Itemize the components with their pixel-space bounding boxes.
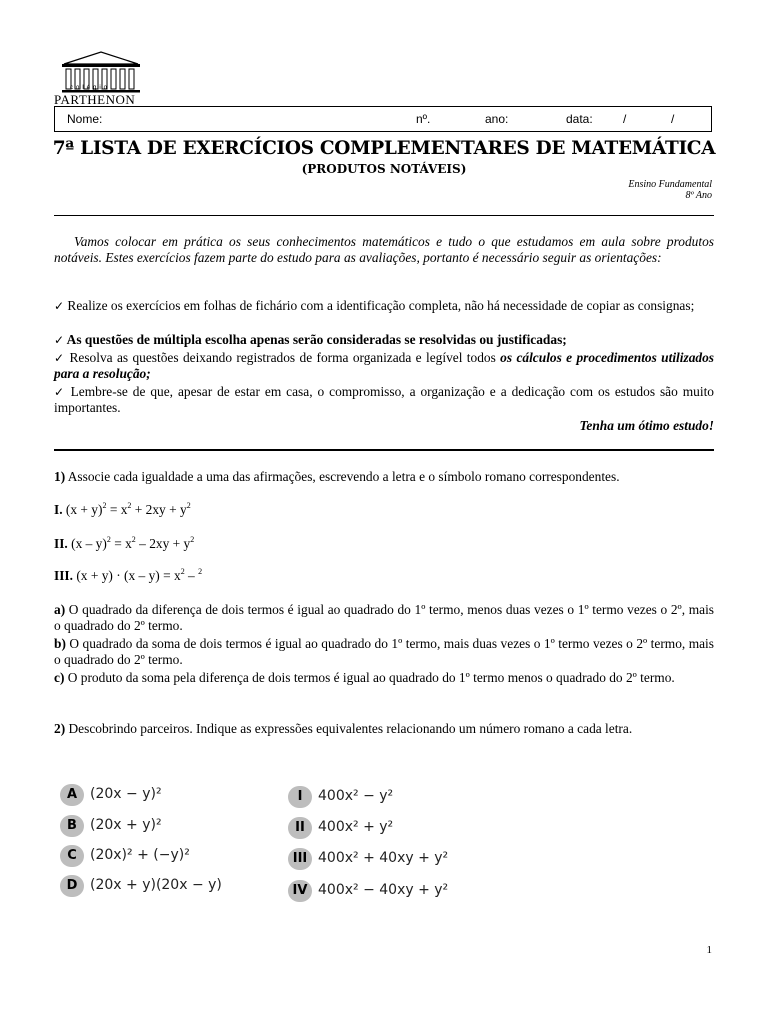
divider bbox=[54, 215, 714, 216]
date-slash-2: / bbox=[671, 112, 675, 126]
identity-ii: II. $(x - y)^2 = x^2 - 2xy + y^2$ bbox=[54, 535, 195, 551]
school-level bbox=[628, 179, 712, 201]
guideline-2 bbox=[54, 332, 714, 348]
roman-ii-badge: II bbox=[288, 817, 312, 839]
expression-ii: 400x² + y² bbox=[318, 819, 394, 835]
statement-a-text: O quadrado da diferença de dois termos é igual ao quadrado do 1º termo, menos duas vezes o 1º termo vezes o 2º, mais o quadrado do 2º termo. bbox=[54, 602, 714, 633]
guideline-4 bbox=[54, 384, 714, 416]
question-2 bbox=[54, 721, 714, 737]
expression-a: (20x − y)² bbox=[90, 786, 162, 802]
roman-iv-badge: IV bbox=[288, 880, 312, 902]
letter-d-badge: D bbox=[60, 875, 84, 897]
statement-b-text: O quadrado da soma de dois termos é igual ao quadrado do 1º termo, mais duas vezes o 1º termo vezes o 2º termo, mais o quadrado do 2º termo. bbox=[54, 636, 714, 667]
identity-i-label: I. bbox=[54, 502, 63, 517]
identity-iii-label: III. bbox=[54, 568, 73, 583]
level-line-1: Ensino Fundamental bbox=[628, 179, 712, 190]
statement-a-label: a) bbox=[54, 602, 66, 617]
page-number: 1 bbox=[706, 944, 712, 956]
statement-b-label: b) bbox=[54, 636, 66, 651]
check-icon: ✓ bbox=[54, 299, 65, 313]
date-slash-1: / bbox=[623, 112, 627, 126]
guideline-4-text: Lembre-se de que, apesar de estar em casa, o compromisso, a organização e a dedicação com os estudos são muito importantes. bbox=[54, 384, 714, 415]
guideline-2-text: As questões de múltipla escolha apenas serão consideradas se resolvidas ou justificadas; bbox=[66, 332, 567, 347]
expression-iv: 400x² − 40xy + y² bbox=[318, 882, 449, 898]
guideline-1-text: Realize os exercícios em folhas de fichário com a identificação completa, não há necessidade de copiar as consignas; bbox=[67, 298, 695, 313]
expression-iii: 400x² + 40xy + y² bbox=[318, 850, 449, 866]
guideline-3-emphasis: os cálculos e procedimentos utilizados para a resolução; bbox=[54, 350, 715, 381]
question-1 bbox=[54, 469, 714, 485]
date-label: data: bbox=[566, 112, 593, 126]
guideline-3-text: Resolva as questões deixando registrados de forma organizada e legível todos bbox=[69, 350, 501, 365]
letter-a-badge: A bbox=[60, 784, 84, 806]
statement-b bbox=[54, 636, 714, 668]
expression-b: (20x + y)² bbox=[90, 817, 162, 833]
document-title: 7ª LISTA DE EXERCÍCIOS COMPLEMENTARES DE MATEMÁTICA bbox=[52, 138, 716, 159]
logo-subtitle: colégio bbox=[70, 85, 111, 91]
name-label: Nome: bbox=[67, 112, 103, 126]
question-2-number: 2) bbox=[54, 721, 66, 736]
roman-i-badge: I bbox=[288, 786, 312, 808]
number-label: nº. bbox=[416, 112, 431, 126]
statement-c-label: c) bbox=[54, 670, 65, 685]
roman-iii-badge: III bbox=[288, 848, 312, 870]
expression-d: (20x + y)(20x − y) bbox=[90, 877, 222, 893]
question-1-number: 1) bbox=[54, 469, 66, 484]
logo-name: PARTHENON bbox=[54, 92, 136, 107]
check-icon: ✓ bbox=[54, 333, 65, 347]
intro-paragraph: Vamos colocar em prática os seus conhecimentos matemáticos e tudo o que estudamos em aula sobre produtos notáveis. Estes exercícios fazem parte do estudo para as avaliações, portanto é necessário seguir as orientações: bbox=[54, 234, 714, 265]
level-line-2: 8º Ano bbox=[685, 190, 712, 201]
check-icon: ✓ bbox=[54, 385, 66, 399]
guideline-3 bbox=[54, 350, 714, 382]
closing-message: Tenha um ótimo estudo! bbox=[579, 418, 714, 433]
question-2-text: Descobrindo parceiros. Indique as expressões equivalentes relacionando um número romano a cada letra. bbox=[65, 721, 633, 736]
guideline-1 bbox=[54, 298, 714, 314]
statement-a bbox=[54, 602, 714, 634]
expression-i: 400x² − y² bbox=[318, 788, 394, 804]
divider-thick bbox=[54, 449, 714, 451]
statement-c-text: O produto da soma pela diferença de dois termos é igual ao quadrado do 1º termo menos o quadrado do 2º termo. bbox=[64, 670, 675, 685]
identity-i: I. $(x + y)^2 = x^2 + 2xy + y^2$ bbox=[54, 501, 191, 517]
check-icon: ✓ bbox=[54, 351, 66, 365]
student-info-box bbox=[54, 106, 712, 132]
document-subtitle: (PRODUTOS NOTÁVEIS) bbox=[301, 162, 467, 176]
statement-c bbox=[54, 670, 714, 686]
expression-c: (20x)² + (−y)² bbox=[90, 847, 190, 863]
year-label: ano: bbox=[485, 112, 509, 126]
letter-b-badge: B bbox=[60, 815, 84, 837]
question-1-text: Associe cada igualdade a uma das afirmações, escrevendo a letra e o símbolo romano correspondentes. bbox=[65, 469, 620, 484]
identity-ii-label: II. bbox=[54, 536, 68, 551]
letter-c-badge: C bbox=[60, 845, 84, 867]
identity-iii: III. $(x + y) \cdot (x - y) = x^2 - ^2$ bbox=[54, 567, 203, 583]
